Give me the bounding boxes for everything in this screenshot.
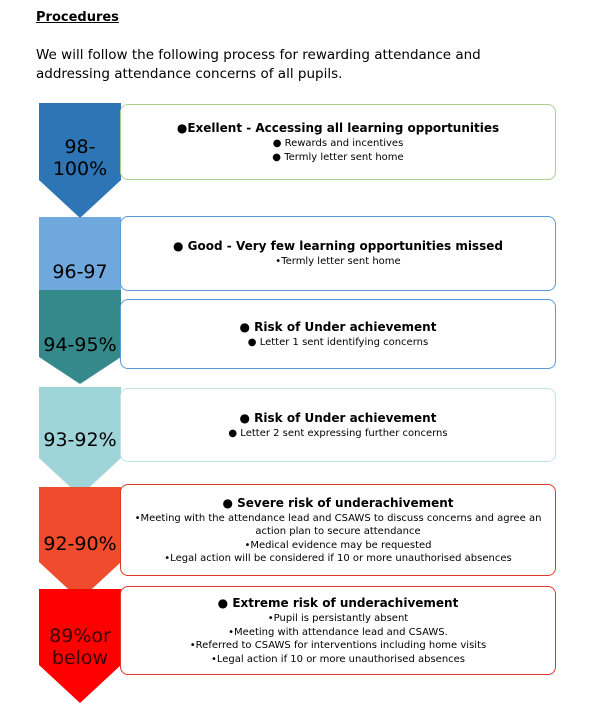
range-label-3: 94-95% [43,334,117,356]
intro-paragraph: We will follow the following process for rewarding attendance and addressing attendance concerns of all pupils. [36,47,481,82]
range-label-2: 96-97 [52,261,108,283]
level-box-1 [120,104,556,180]
level-item: ● Termly letter sent home [272,151,404,163]
level-title: ● Risk of Under achievement [239,410,437,425]
range-label-6: 89%or below [49,625,111,669]
level-item: •Referred to CSAWS for interventions including home visits [189,640,487,651]
level-box-3 [120,299,556,369]
level-box-2 [120,216,556,291]
range-label-4: 93-92% [43,429,117,451]
level-title: ●Exellent - Accessing all learning opportunities [176,121,500,135]
level-item: ● Letter 2 sent expressing further concerns [228,427,448,439]
level-item: •Legal action will be considered if 10 or more unauthorised absences [164,553,512,564]
level-box-4 [120,388,556,462]
level-item: ● Rewards and incentives [272,138,404,149]
level-item: ● Letter 1 sent identifying concerns [247,336,429,348]
level-title: ● Risk of Under achievement [239,319,437,334]
level-item: •Termly letter sent home [275,256,401,268]
page-heading: Procedures [36,10,119,25]
level-title: ● Extreme risk of underachivement [217,596,459,610]
level-item: •Pupil is persistantly absent [267,613,409,624]
level-box-6 [120,586,556,675]
level-item: •Meeting with attendance lead and CSAWS. [228,626,448,638]
level-box-5 [120,484,556,576]
level-item: •Legal action if 10 or more unauthorised absences [210,653,466,665]
level-item: •Meeting with the attendance lead and CSAWS to discuss concerns and agree an action plan to secure attendance [134,512,542,537]
range-label-5: 92-90% [43,533,117,555]
level-item: •Medical evidence may be requested [244,539,432,551]
level-title: ● Good - Very few learning opportunities missed [173,239,503,254]
range-label-1: 98- 100% [52,136,108,180]
level-title: ● Severe risk of underachivement [222,495,454,510]
